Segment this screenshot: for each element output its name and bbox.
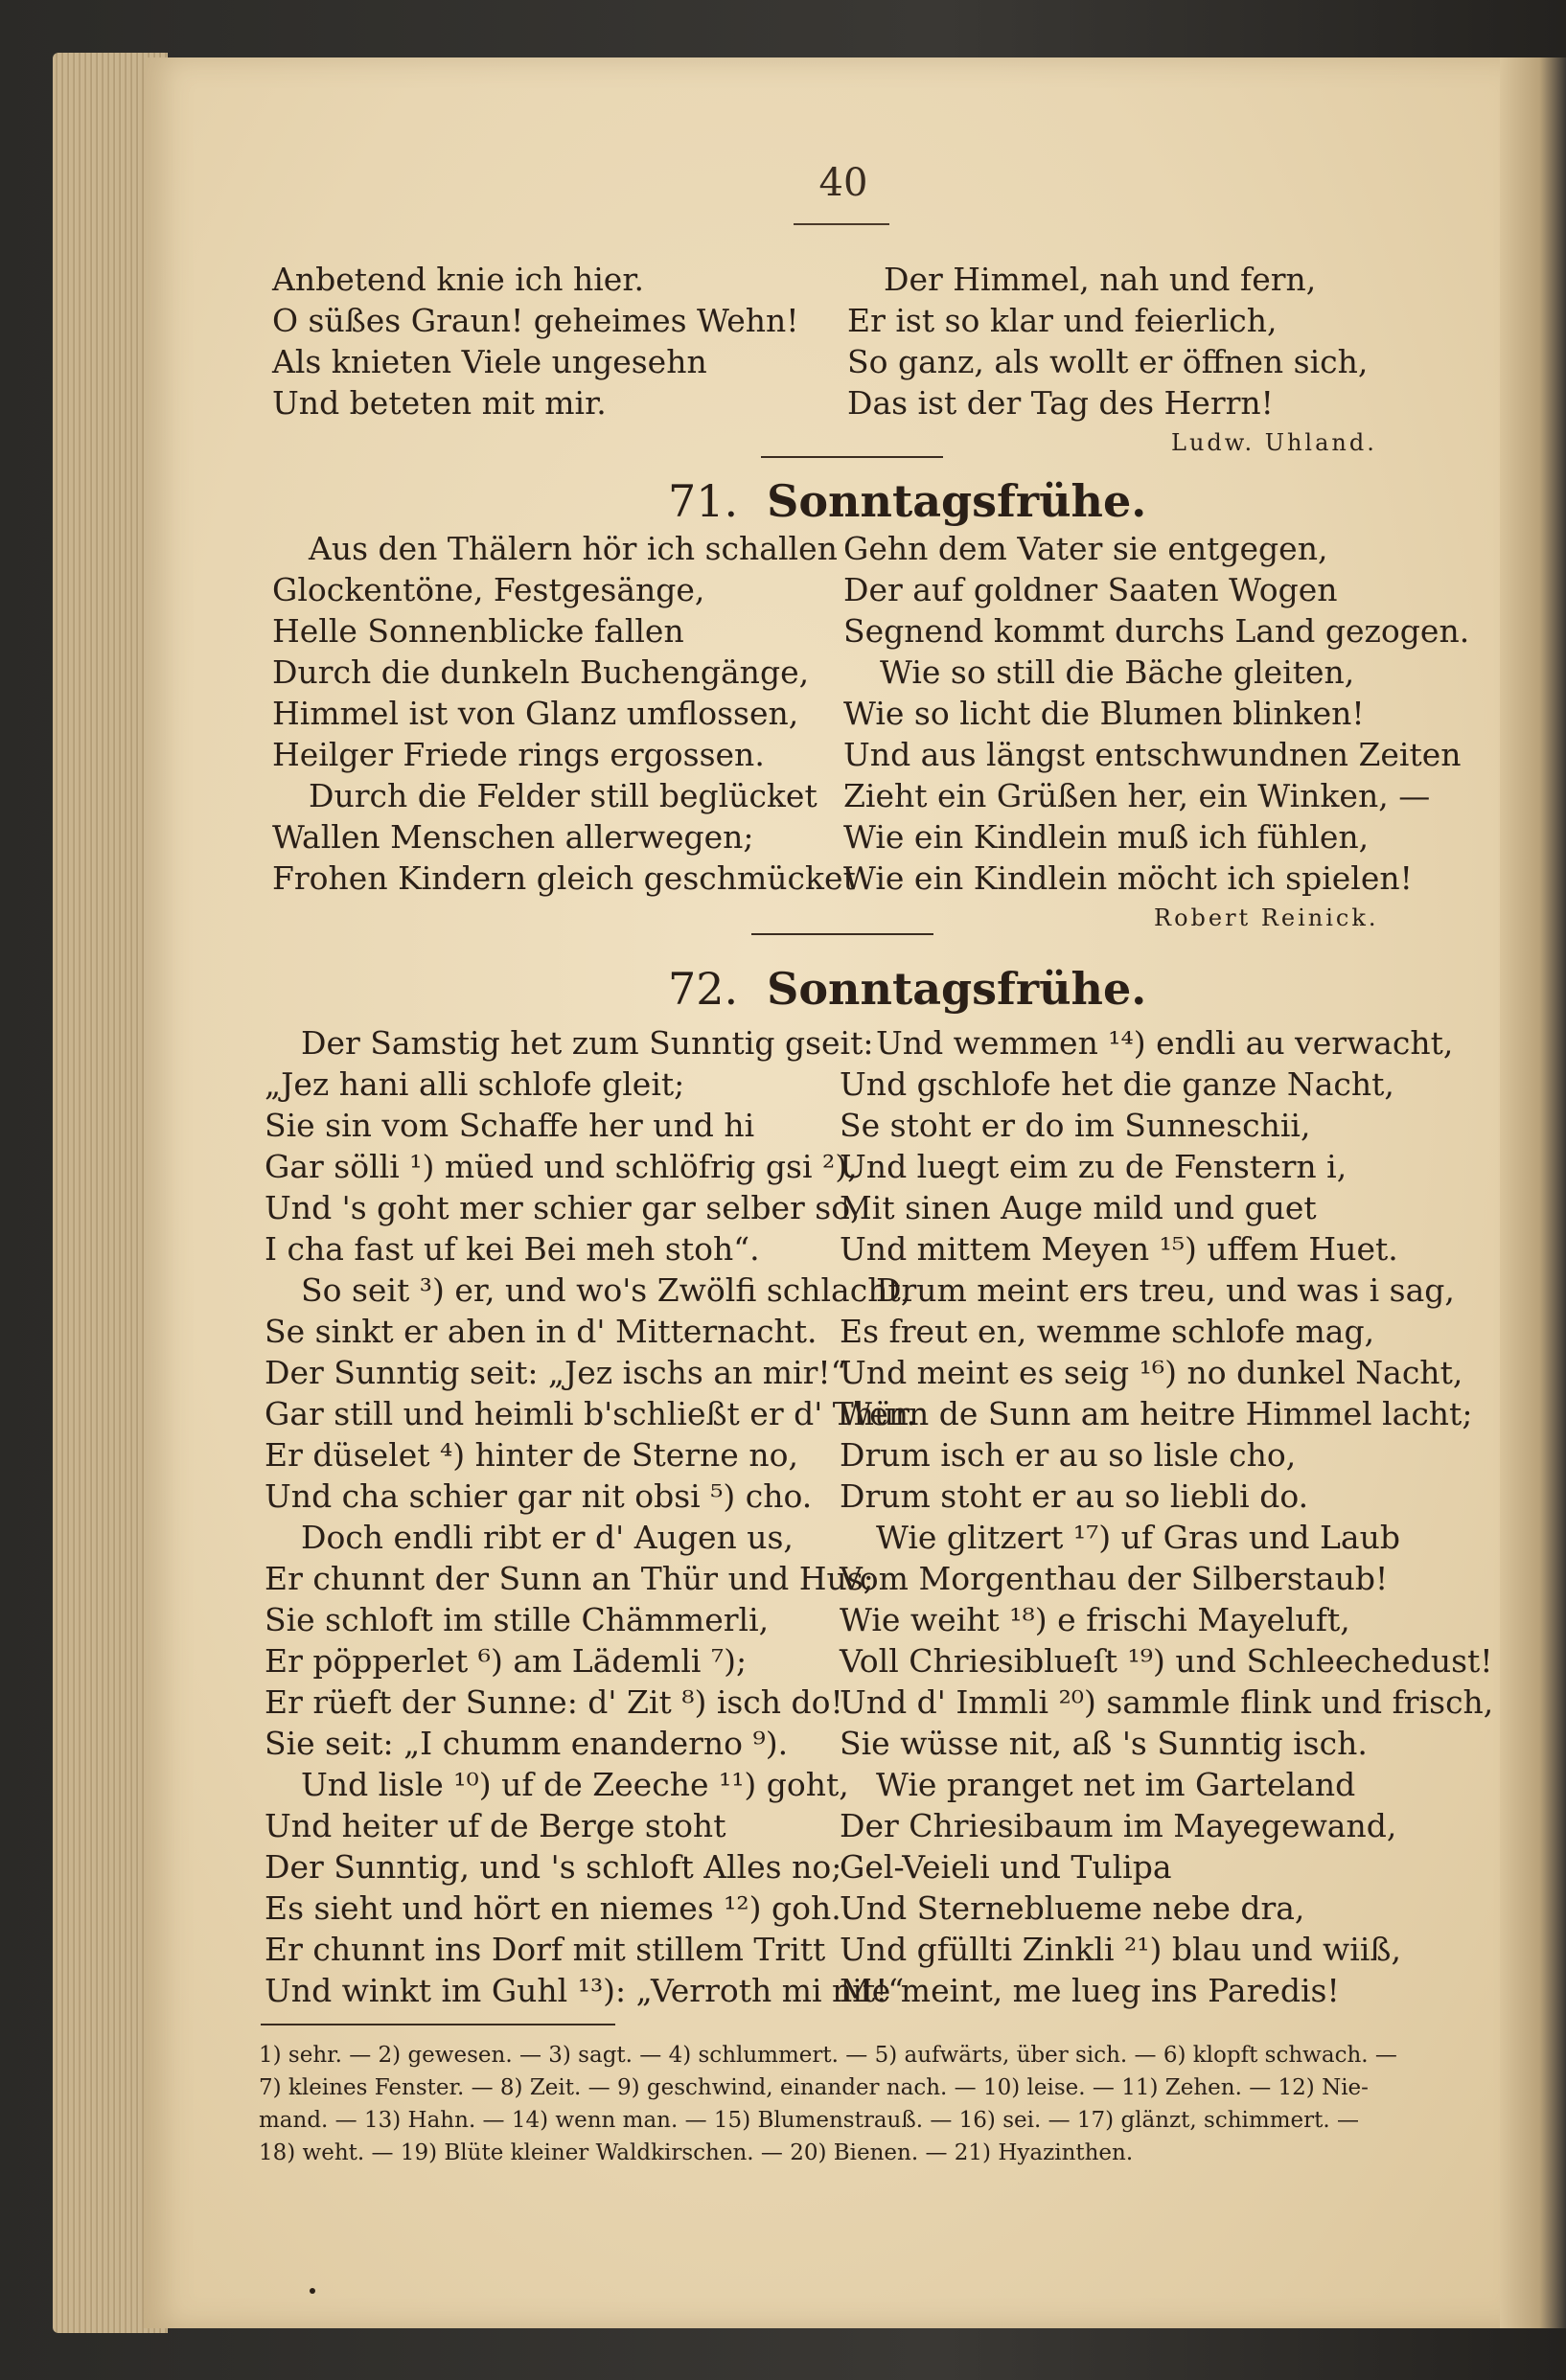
verse-line: Wallen Menschen allerwegen; — [272, 818, 754, 856]
verse-line: Und lisle ¹⁰) uf de Zeeche ¹¹) goht, — [301, 1766, 849, 1803]
verse-line: Glockentöne, Festgesänge, — [272, 571, 705, 608]
verse-line: Sie wüsse nit, aß 's Sunntig isch. — [840, 1725, 1368, 1762]
section-rule — [761, 456, 943, 458]
verse-line: Und gschlofe het die ganze Nacht, — [840, 1065, 1394, 1103]
verse-line: Gehn dem Vater sie entgegen, — [843, 530, 1328, 567]
verse-line: So ganz, als wollt er öffnen sich, — [847, 343, 1369, 380]
verse-line: Wenn de Sunn am heitre Himmel lacht; — [840, 1395, 1473, 1432]
verse-line: Zieht ein Grüßen her, ein Winken, — — [843, 777, 1431, 814]
verse-line: Mit sinen Auge mild und guet — [840, 1189, 1317, 1226]
top-poem-right — [847, 259, 1368, 423]
top-poem-left — [272, 259, 799, 423]
verse-line: I cha fast uf kei Bei meh stoh“. — [265, 1230, 760, 1268]
verse-line: Sie seit: „I chumm enanderno ⁹). — [265, 1725, 789, 1762]
verse-line: Drum isch er au so lisle cho, — [840, 1436, 1297, 1474]
footnote-line: mand. — 13) Hahn. — 14) wenn man. — 15) Blumenstrauß. — 16) sei. — 17) glänzt, schimmert. — — [259, 2108, 1359, 2133]
verse-line: Er pöpperlet ⁶) am Lädemli ⁷); — [265, 1642, 748, 1680]
poem-72-right — [840, 1022, 1493, 2011]
verse-line: Er rüeft der Sunne: d' Zit ⁸) isch do! — [265, 1683, 843, 1721]
verse-line: Gar sölli ¹) müed und schlöfrig gsi ²), — [265, 1148, 858, 1185]
verse-line: Drum meint ers treu, und was i sag, — [876, 1271, 1455, 1309]
verse-line: Und mittem Meyen ¹⁵) uffem Huet. — [840, 1230, 1398, 1268]
verse-line: Und wemmen ¹⁴) endli au verwacht, — [876, 1024, 1454, 1062]
verse-line: „Jez hani alli schlofe gleit; — [265, 1065, 685, 1103]
verse-line: Himmel ist von Glanz umflossen, — [272, 695, 799, 732]
verse-line: Der Sunntig, und 's schloft Alles no; — [265, 1848, 842, 1886]
poem-71-right — [843, 528, 1469, 899]
verse-line: Sie schloft im stille Chämmerli, — [265, 1601, 770, 1638]
footnote-line: 7) kleines Fenster. — 8) Zeit. — 9) geschwind, einander nach. — 10) leise. — 11) Zehen. — 12) Nie- — [259, 2075, 1369, 2100]
ink-speck — [310, 2288, 315, 2294]
page-number: 40 — [818, 161, 868, 205]
verse-line: Wie so licht die Blumen blinken! — [843, 695, 1365, 732]
verse-line: Frohen Kindern gleich geschmücket — [272, 859, 856, 897]
footnote-line: 1) sehr. — 2) gewesen. — 3) sagt. — 4) schlummert. — 5) aufwärts, über sich. — 6) klopft schwach. — — [259, 2043, 1397, 2068]
verse-line: Aus den Thälern hör ich schallen — [309, 530, 838, 567]
verse-line: Wie so still die Bäche gleiten, — [880, 653, 1355, 691]
verse-line: Es freut en, wemme schlofe mag, — [840, 1313, 1375, 1350]
verse-line: Wie ein Kindlein muß ich fühlen, — [843, 818, 1370, 856]
verse-line: Und cha schier gar nit obsi ⁵) cho. — [265, 1477, 813, 1515]
verse-line: Sie sin vom Schaffe her und hi — [265, 1107, 755, 1144]
verse-line: Und Sterneblueme nebe dra, — [840, 1889, 1305, 1927]
poem-72-heading — [668, 963, 1146, 1015]
verse-line: Er düselet ⁴) hinter de Sterne no, — [265, 1436, 798, 1474]
section-rule — [751, 933, 933, 935]
verse-line: Gel-Veieli und Tulipa — [840, 1848, 1172, 1886]
verse-line: Anbetend knie ich hier. — [272, 261, 644, 298]
verse-line: Und gfüllti Zinkli ²¹) blau und wiiß, — [840, 1931, 1401, 1968]
verse-line: Heilger Friede rings ergossen. — [272, 736, 765, 773]
verse-line: Es sieht und hört en niemes ¹²) goh. — [265, 1889, 841, 1927]
verse-line: Helle Sonnenblicke fallen — [272, 612, 684, 650]
verse-line: Wie pranget net im Garteland — [876, 1766, 1356, 1803]
verse-line: Der Chriesibaum im Mayegewand, — [840, 1807, 1397, 1844]
verse-line: Und beteten mit mir. — [272, 384, 607, 422]
verse-line: Voll Chriesiblueſt ¹⁹) und Schleechedust! — [840, 1642, 1493, 1680]
verse-line: Me meint, me lueg ins Paredis! — [840, 1972, 1340, 2009]
verse-line: Doch endli ribt er d' Augen us, — [301, 1519, 794, 1556]
verse-line: Und luegt eim zu de Fenstern i, — [840, 1148, 1347, 1185]
verse-line: Und winkt im Guhl ¹³): „Verroth mi nit!“ — [265, 1972, 905, 2009]
verse-line: Gar still und heimli b'schließt er d' Thür. — [265, 1395, 916, 1432]
verse-line: Wie ein Kindlein möcht ich spielen! — [843, 859, 1413, 897]
verse-line: Und meint es seig ¹⁶) no dunkel Nacht, — [840, 1354, 1463, 1391]
footnote-line: 18) weht. — 19) Blüte kleiner Waldkirschen. — 20) Bienen. — 21) Hyazinthen. — [259, 2140, 1134, 2165]
verse-line: Vom Morgenthau der Silberstaub! — [840, 1560, 1389, 1597]
verse-line: Wie glitzert ¹⁷) uf Gras und Laub — [876, 1519, 1400, 1556]
verse-line: Se stoht er do im Sunneschii, — [840, 1107, 1311, 1144]
footnotes — [259, 2039, 1409, 2169]
verse-line: Durch die Felder still beglücket — [309, 777, 818, 814]
verse-line: Das ist der Tag des Herrn! — [847, 384, 1274, 422]
verse-line: Durch die dunkeln Buchengänge, — [272, 653, 810, 691]
verse-line: Und 's goht mer schier gar selber so, — [265, 1189, 861, 1226]
footnote-rule — [261, 2024, 615, 2025]
verse-line: Se sinkt er aben in d' Mitternacht. — [265, 1313, 818, 1350]
verse-line: Der Himmel, nah und fern, — [884, 261, 1317, 298]
verse-line: Der Sunntig seit: „Jez ischs an mir!“ — [265, 1354, 847, 1391]
verse-line: Er ist so klar und feierlich, — [847, 302, 1278, 339]
poem-71-number: 71. — [668, 475, 739, 527]
author-uhland: Ludw. Uhland. — [1171, 429, 1377, 456]
author-reinick: Robert Reinick. — [1154, 904, 1379, 931]
verse-line: Der auf goldner Saaten Wogen — [843, 571, 1338, 608]
poem-71-left — [272, 528, 856, 899]
poem-71-heading — [668, 475, 1146, 527]
poem-72-title: Sonntagsfrühe. — [767, 963, 1147, 1015]
verse-line: Und d' Immli ²⁰) sammle flink und frisch, — [840, 1683, 1494, 1721]
page-number-rule — [794, 223, 889, 225]
verse-line: Er chunnt der Sunn an Thür und Hus; — [265, 1560, 874, 1597]
verse-line: O süßes Graun! geheimes Wehn! — [272, 302, 799, 339]
verse-line: Und heiter uf de Berge stoht — [265, 1807, 726, 1844]
verse-line: Segnend kommt durchs Land gezogen. — [843, 612, 1470, 650]
verse-line: Er chunnt ins Dorf mit stillem Tritt — [265, 1931, 826, 1968]
verse-line: Der Samstig het zum Sunntig gseit: — [301, 1024, 874, 1062]
verse-line: So seit ³) er, und wo's Zwölfi schlacht, — [301, 1271, 911, 1309]
verse-line: Drum stoht er au so liebli do. — [840, 1477, 1309, 1515]
next-page-edge — [1500, 57, 1566, 2328]
verse-line: Und aus längst entschwundnen Zeiten — [843, 736, 1462, 773]
poem-71-title: Sonntagsfrühe. — [767, 475, 1147, 527]
poem-72-left — [265, 1022, 916, 2011]
verse-line: Als knieten Viele ungesehn — [272, 343, 707, 380]
poem-72-number: 72. — [668, 963, 739, 1015]
verse-line: Wie weiht ¹⁸) e frischi Mayeluft, — [840, 1601, 1350, 1638]
